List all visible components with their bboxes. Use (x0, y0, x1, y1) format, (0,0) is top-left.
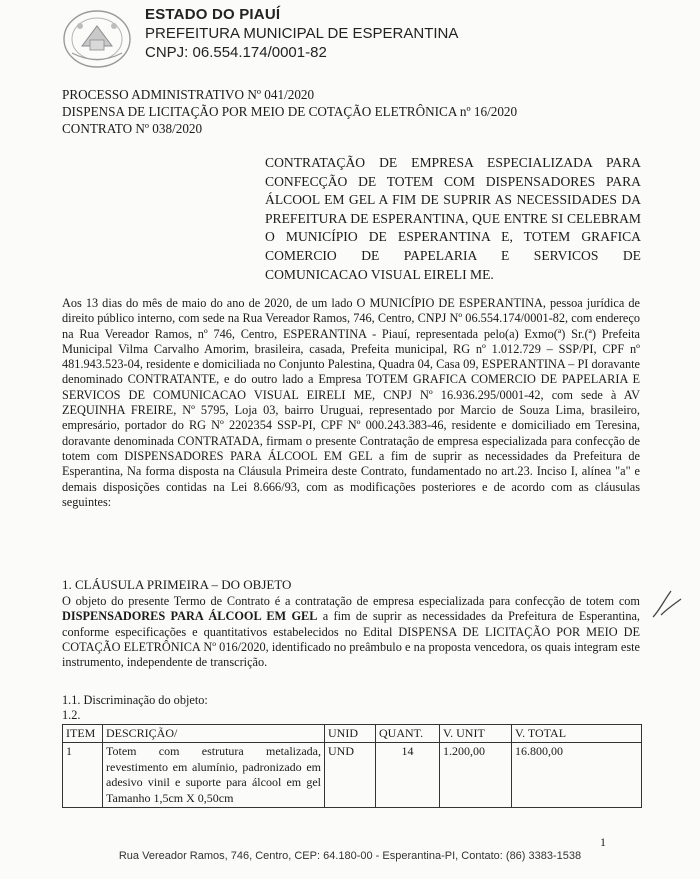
process-block (62, 86, 517, 137)
subclause-1-2: 1.2. (62, 708, 81, 722)
cnpj-number: CNPJ: 06.554.174/0001-82 (145, 44, 327, 61)
contract-number: CONTRATO Nº 038/2020 (62, 121, 203, 136)
process-number: PROCESSO ADMINISTRATIVO Nº 041/2020 (62, 87, 315, 102)
margin-initials-mark (647, 585, 687, 625)
contract-preamble: Aos 13 dias do mês de maio do ano de 2020, de um lado O MUNICÍPIO DE ESPERANTINA, pessoa jurídica de direito público interno, com sede na Rua Vereador Ramos, 746, Centro, CNPJ Nº 06.554.174/0001-82, com endereço na Rua Vereador Ramos, nº 746, Centro, ESPERANTINA - Piauí, representada pelo(a) Exmo(ª) Sr.(ª) Prefeita Municipal Vilma Carvalho Amorim, brasileira, casada, Prefeita municipal, RG nº 1.012.729 – SSP/PI, CPF nº 481.943.523-04, residente e domiciliada no Conjunto Palestina, Quadra 04, Casa 09, ESPERANTINA – PI doravante denominado CONTRATANTE, e do outro lado a Empresa TOTEM GRAFICA COMERCIO DE PAPELARIA E SERVICOS DE COMUNICACAO VISUAL EIRELI ME, CNPJ Nº 16.936.295/0001-42, com sede à AV ZEQUINHA FREIRE, Nº 5795, Loja 03, bairro Uruguai, representado por Marcio de Souza Lima, brasileiro, empresário, portador do RG Nº 2202354 SSP-PI, CPF Nº 000.243.383-46, residente e domiciliado em Teresina, doravante denominada CONTRATADA, firmam o presente Contratação de empresa especializada para confecção de totem com DISPENSADORES PARA ÁLCOOL EM GEL a fim de suprir as necessidades da Prefeitura de Esperantina, Na forma disposta na Cláusula Primeira deste Contrato, fundamentado no art.23. Inciso I, alínea "a" e demais disposições contidas na Lei 8.666/93, com as modificações posteriores e de acordo com as cláusulas seguintes: (62, 296, 640, 509)
object-summary: CONTRATAÇÃO DE EMPRESA ESPECIALIZADA PARA CONFECÇÃO DE TOTEM COM DISPENSADORES PARA ÁLCOOL EM GEL A FIM DE SUPRIR AS NECESSIDADES DA PREFEITURA DE ESPERANTINA, QUE ENTRE SI CELEBRAM O MUNICÍPIO DE ESPERANTINA E, TOTEM GRAFICA COMERCIO DE PAPELARIA E SERVICOS DE COMUNICACAO VISUAL EIRELI ME. (265, 155, 641, 282)
table-row (63, 743, 642, 808)
col-header-quant: QUANT. (376, 725, 440, 743)
page-number: 1 (600, 835, 606, 849)
letterhead (145, 6, 458, 62)
col-header-unid: UNID (325, 725, 376, 743)
municipal-seal-icon (60, 8, 134, 70)
cell-vunit: 1.200,00 (440, 743, 512, 808)
clause-1-text-start: O objeto do presente Termo de Contrato é a contratação de empresa especializada para confecção de totem com (62, 594, 640, 608)
clause-1-bold-object: DISPENSADORES PARA ÁLCOOL EM GEL (62, 609, 318, 624)
subclause-1-1: 1.1. Discriminação do objeto: (62, 693, 208, 707)
cell-quant: 14 (376, 743, 440, 808)
clause-1-text (62, 594, 640, 670)
prefeitura-name: PREFEITURA MUNICIPAL DE ESPERANTINA (145, 25, 459, 42)
clause-1-title: 1. CLÁUSULA PRIMEIRA – DO OBJETO (62, 577, 292, 592)
cell-unid: UND (325, 743, 376, 808)
cell-vtotal: 16.800,00 (512, 743, 642, 808)
dispensa-number: DISPENSA DE LICITAÇÃO POR MEIO DE COTAÇÃO ELETRÔNICA nº 16/2020 (62, 104, 518, 119)
col-header-vunit: V. UNIT (440, 725, 512, 743)
items-table (62, 724, 642, 808)
cell-description: Totem com estrutura metalizada, revestimento em alumínio, padronizado em adesivo vinil e suporte para álcool em gel Tamanho 1,5cm X 0,50cm (103, 743, 325, 808)
cell-item: 1 (63, 743, 103, 808)
col-header-item: ITEM (63, 725, 103, 743)
col-header-vtotal: V. TOTAL (512, 725, 642, 743)
col-header-description: DESCRIÇÃO/ (103, 725, 325, 743)
clause-1-text-end: a fim de suprir as necessidades da Prefeitura de Esperantina, conforme especificações e quantitativos estabelecidos no Edital DISPENSA DE LICITAÇÃO POR MEIO DE COTAÇÃO ELETRÔNICA Nº 016/2020, identificado no preâmbulo e na proposta vencedora, os quais integram este instrumento, independente de transcrição. (62, 609, 640, 670)
table-header-row (63, 725, 642, 743)
state-name: ESTADO DO PIAUÍ (145, 6, 281, 23)
footer-address: Rua Vereador Ramos, 746, Centro, CEP: 64.180-00 - Esperantina-PI, Contato: (86) 3383-1538 (118, 850, 582, 862)
